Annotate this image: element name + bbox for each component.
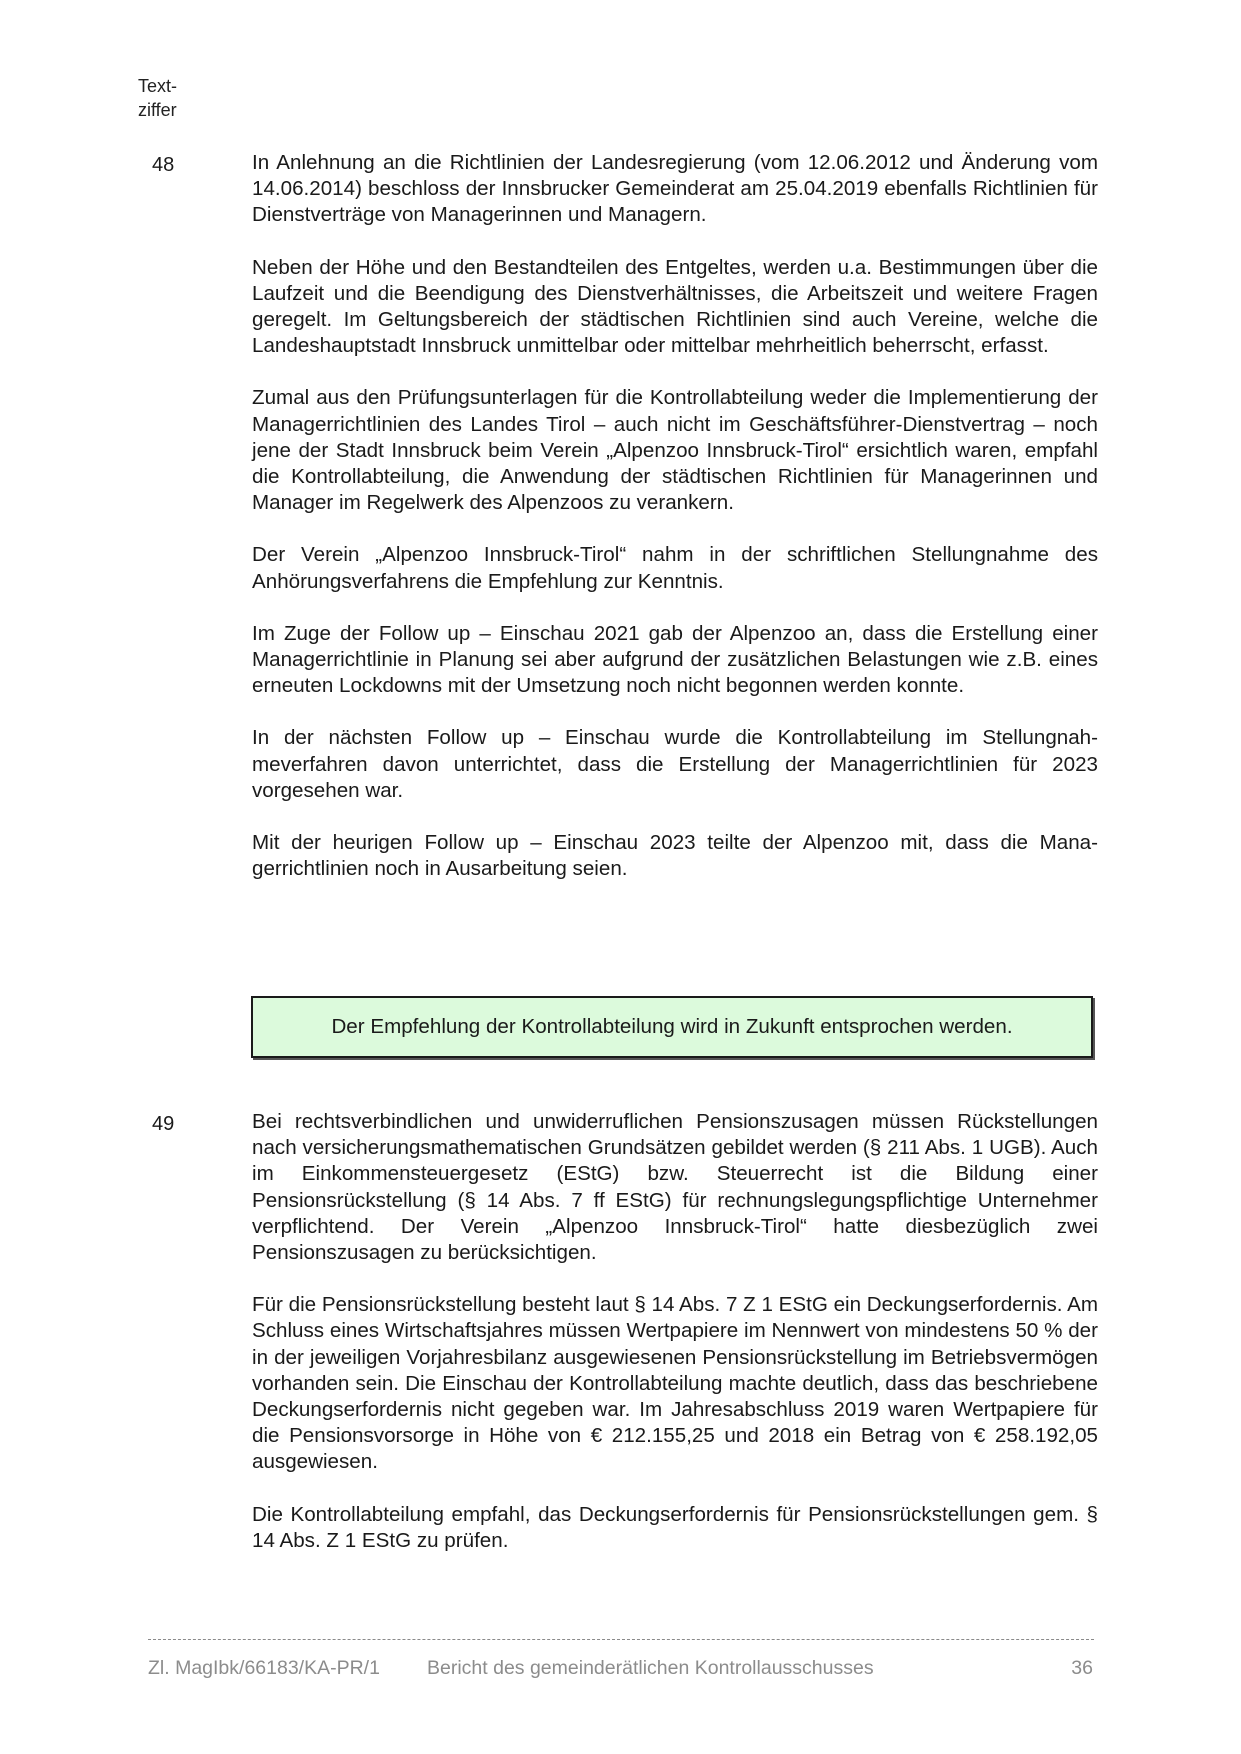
paragraph: Bei rechtsverbindlichen und unwiderruflichen Pensionszusagen müssen Rückstellungen nach versicherungsmathematischen Grundsätzen gebildet werden (§ 211 Abs. 1 UGB). Auch im Einkommensteuergesetz (EStG) bzw. Steuerrecht ist die Bildung einer Pensionsrückstellung (§ 14 Abs. 7 ff EStG) für rechnungslegungspflichtige Unternehmer verpflichtend. Der Verein „Alpenzoo Innsbruck-Tirol“ hatte diesbezüglich zwei Pensionszusagen zu berücksichtigen. — [252, 1110, 1098, 1265]
paragraph: In Anlehnung an die Richtlinien der Landesregierung (vom 12.06.2012 und Änderung vom 14.06.2014) beschloss der Innsbrucker Gemeinderat am 25.04.2019 ebenfalls Richtlinien für Dienstverträge von Managerinnen und Managern. — [252, 151, 1098, 227]
margin-label-textziffer — [138, 74, 177, 122]
section-body — [252, 1109, 1098, 1554]
paragraph: Die Kontrollabteilung empfahl, das Deckungserfordernis für Pensionsrückstellungen gem. § 14 Abs. Z 1 EStG zu prüfen. — [252, 1502, 1098, 1552]
margin-label-line1: Text- — [138, 76, 178, 96]
footer-divider — [148, 1639, 1094, 1640]
section-number: 48 — [152, 154, 175, 176]
recommendation-note-text: Der Empfehlung der Kontrollabteilung wird in Zukunft entsprochen werden. — [331, 1015, 1013, 1038]
paragraph: Für die Pensionsrückstellung besteht laut § 14 Abs. 7 Z 1 EStG ein Deckungserfordernis. Am Schluss eines Wirtschaftsjahres müssen Wertpapiere im Nennwert von mindestens 50 % der in der jeweiligen Vorjahresbilanz ausgewiesenen Pensionsrückstellung im Betriebsvermögen vorhanden sein. Die Einschau der Kontrollabteilung machte deutlich, dass das beschriebene Deckungserfordernis nicht gegeben war. Im Jahresabschluss 2019 waren Wertpapiere für die Pensionsvorsorge in Höhe von € 212.155,25 und 2018 ein Betrag von € 258.192,05 ausgewiesen. — [252, 1293, 1098, 1474]
paragraph: Neben der Höhe und den Bestandteilen des Entgeltes, werden u.a. Bestimmungen über die Laufzeit und die Beendigung des Dienstverhältnisses, die Arbeitszeit und weitere Fragen geregelt. Im Geltungsbereich der städtischen Richtlinien sind auch Vereine, welche die Landeshauptstadt Innsbruck unmittelbar oder mittelbar mehrheitlich beherrscht, erfasst. — [252, 255, 1098, 358]
margin-label-line2: ziffer — [138, 100, 177, 120]
footer-title: Bericht des gemeinderätlichen Kontrollausschusses — [427, 1657, 874, 1679]
paragraph: Im Zuge der Follow up – Einschau 2021 gab der Alpenzoo an, dass die Erstellung einer Managerrichtlinie in Planung sei aber aufgrund der zusätzlichen Belastungen wie z.B. eines erneuten Lockdowns mit der Umsetzung noch nicht begonnen werden konnte. — [252, 621, 1098, 698]
recommendation-note-box — [251, 996, 1093, 1058]
section-body — [252, 150, 1098, 882]
paragraph: Der Verein „Alpenzoo Innsbruck-Tirol“ nahm in der schriftlichen Stellungnahme des Anhörungsverfahrens die Empfehlung zur Kenntnis. — [252, 543, 1098, 593]
paragraph: In der nächsten Follow up – Einschau wurde die Kontrollabteilung im Stellungnahmeverfahren davon unterrichtet, dass die Erstellung der Managerrichtlinien für 2023 vorgesehen war. — [252, 726, 1098, 802]
section-number: 49 — [152, 1113, 175, 1135]
paragraph: Mit der heurigen Follow up – Einschau 2023 teilte der Alpenzoo mit, dass die Managerrichtlinien noch in Ausarbeitung seien. — [252, 831, 1098, 881]
page-number: 36 — [1071, 1657, 1093, 1679]
paragraph: Zumal aus den Prüfungsunterlagen für die Kontrollabteilung weder die Implementierung der Managerrichtlinien des Landes Tirol – auch nicht im Geschäftsführer-Dienstvertrag – noch jene der Stadt Innsbruck beim Verein „Alpenzoo Innsbruck-Tirol“ ersichtlich waren, empfahl die Kontrollabteilung, die Anwendung der städtischen Richtlinien für Managerinnen und Manager im Regelwerk des Alpenzoos zu verankern. — [252, 386, 1098, 515]
footer-reference: Zl. MagIbk/66183/KA-PR/1 — [148, 1657, 380, 1679]
